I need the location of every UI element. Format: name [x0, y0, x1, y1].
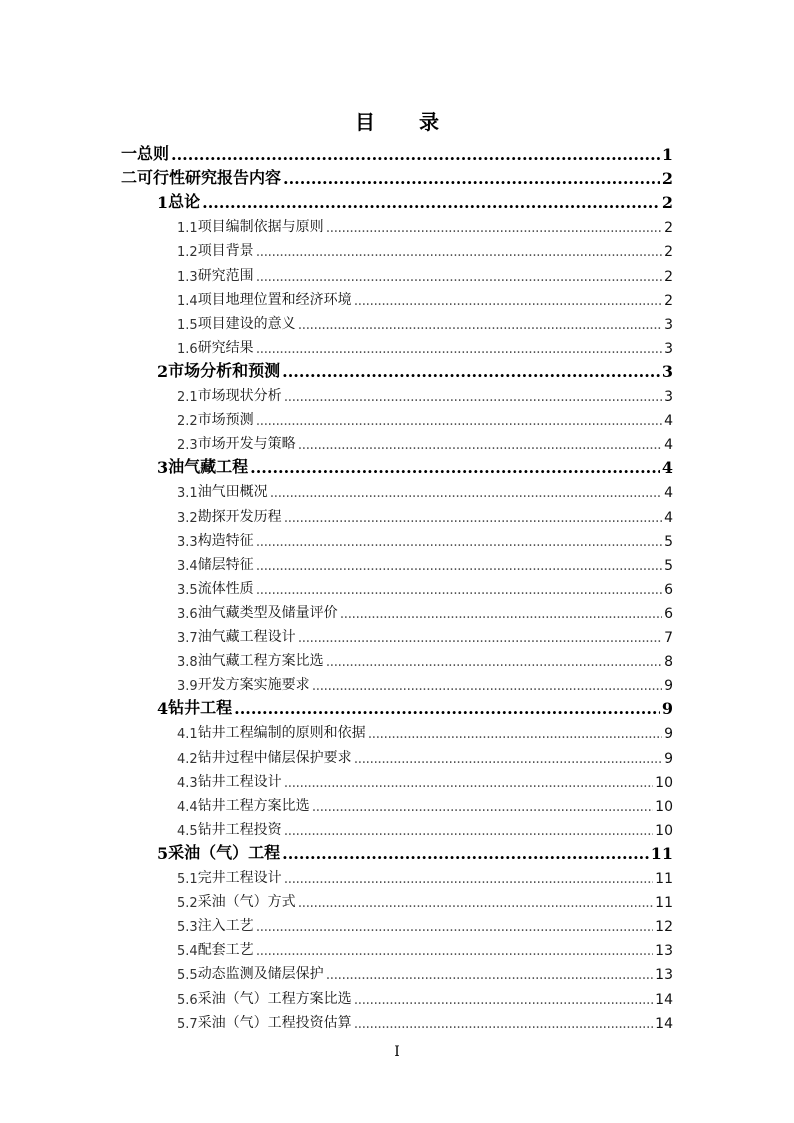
toc-entry-label: 勘探开发历程 — [197, 508, 282, 525]
toc-dot-leader — [298, 437, 662, 453]
toc-dot-leader — [326, 220, 662, 236]
toc-entry-label: 采油（气）工程方案比选 — [197, 990, 352, 1007]
toc-dot-leader — [354, 992, 653, 1008]
toc-entry-number: 2.3 — [177, 438, 198, 454]
toc-entry[interactable] — [177, 236, 673, 260]
toc-entry-page: 2 — [664, 292, 673, 309]
toc-dot-leader — [256, 919, 653, 935]
toc-dot-leader — [312, 678, 662, 694]
toc-dot-leader — [298, 895, 653, 911]
toc-entry-page: 12 — [655, 919, 673, 936]
toc-entry-label: 采油（气）方式 — [197, 894, 296, 911]
toc-entry-number: 5.6 — [177, 992, 198, 1008]
toc-dot-leader — [171, 145, 660, 164]
toc-entry-number: 1.6 — [177, 341, 198, 357]
toc-dot-leader — [284, 871, 653, 887]
toc-entry-page: 10 — [655, 798, 673, 815]
toc-entry-number: 1.1 — [177, 221, 198, 237]
toc-entry-label: 钻井工程方案比选 — [197, 797, 310, 814]
toc-entry-page: 2 — [661, 193, 673, 213]
toc-dot-leader — [354, 293, 662, 309]
toc-entry-page: 3 — [664, 389, 673, 405]
toc-dot-leader — [256, 943, 653, 959]
toc-entry[interactable] — [121, 164, 673, 188]
toc-entry[interactable] — [177, 574, 673, 598]
toc-entry-label: 项目背景 — [197, 243, 254, 260]
toc-dot-leader — [256, 558, 662, 574]
toc-entry-page: 4 — [664, 437, 673, 454]
toc-entry[interactable] — [177, 670, 673, 694]
toc-entry-page: 14 — [655, 991, 673, 1008]
toc-entry[interactable] — [177, 984, 673, 1008]
toc-entry[interactable] — [177, 815, 673, 839]
toc-entry-page: 10 — [655, 774, 673, 791]
toc-dot-leader — [256, 341, 662, 357]
toc-entry-label: 研究范围 — [197, 267, 254, 284]
toc-dot-leader — [284, 389, 662, 405]
toc-entry-number: 5 — [157, 843, 169, 863]
toc-dot-leader — [283, 169, 660, 188]
toc-entry[interactable] — [177, 381, 673, 405]
toc-entry-number: 3.3 — [177, 534, 198, 550]
toc-entry-number: 1 — [157, 193, 169, 213]
toc-entry-number: 3.4 — [177, 558, 198, 574]
toc-entry-label: 开发方案实施要求 — [197, 677, 310, 694]
toc-dot-leader — [234, 699, 660, 718]
toc-entry-number: 5.4 — [177, 944, 198, 960]
toc-entry[interactable] — [177, 1008, 673, 1032]
toc-dot-leader — [284, 510, 662, 526]
toc-entry-label: 流体性质 — [197, 580, 254, 597]
toc-entry-page: 6 — [664, 605, 673, 622]
toc-entry-number: 4 — [157, 699, 169, 719]
toc-entry-page: 2 — [664, 220, 673, 237]
toc-entry[interactable] — [177, 863, 673, 887]
toc-entry-page: 3 — [664, 340, 673, 357]
toc-entry-page: 4 — [664, 509, 673, 526]
toc-entry-label: 注入工艺 — [197, 918, 254, 935]
toc-entry-page: 11 — [650, 843, 673, 863]
toc-entry[interactable] — [177, 887, 673, 911]
toc-entry[interactable] — [177, 935, 673, 959]
title-char-1: 目 — [355, 110, 375, 134]
toc-entry-label: 油气田概况 — [197, 484, 268, 501]
toc-entry[interactable] — [177, 646, 673, 670]
toc-entry-label: 总则 — [137, 144, 170, 163]
toc-entry[interactable] — [177, 526, 673, 550]
toc-entry-page: 2 — [664, 244, 673, 261]
toc-entry-number: 3.7 — [177, 631, 198, 646]
toc-dot-leader — [202, 193, 660, 212]
toc-entry-page: 9 — [661, 699, 673, 719]
toc-entry[interactable] — [177, 261, 673, 285]
toc-dot-leader — [312, 799, 653, 815]
toc-entry-page: 11 — [655, 871, 673, 887]
toc-entry[interactable] — [177, 743, 673, 767]
toc-entry-page: 13 — [655, 943, 673, 960]
toc-entry-label: 钻井工程投资 — [197, 821, 282, 838]
toc-entry[interactable] — [157, 357, 673, 381]
toc-entry-label: 钻井工程编制的原则和依据 — [197, 725, 366, 742]
toc-entry-number: 2.2 — [177, 414, 198, 430]
toc-entry[interactable] — [157, 839, 673, 863]
toc-entry-number: 4.1 — [177, 727, 198, 743]
toc-entry-number: 1.3 — [177, 269, 198, 285]
toc-entry[interactable] — [177, 718, 673, 742]
toc-entry[interactable] — [157, 188, 673, 212]
toc-entry-number: 3.2 — [177, 510, 198, 526]
toc-entry[interactable] — [157, 453, 673, 477]
toc-entry-number: 3.9 — [177, 679, 198, 695]
toc-entry[interactable] — [177, 791, 673, 815]
toc-entry-page: 4 — [664, 413, 673, 430]
page-title — [0, 106, 794, 135]
toc-dot-leader — [250, 458, 660, 477]
toc-dot-leader — [256, 534, 662, 550]
toc-entry-number: 5.2 — [177, 896, 198, 912]
toc-dot-leader — [270, 485, 662, 501]
toc-entry-number: 2 — [157, 361, 169, 381]
toc-entry[interactable] — [177, 429, 673, 453]
toc-entry-number: 3 — [157, 458, 169, 478]
toc-entry-number: 1.5 — [177, 317, 198, 333]
toc-entry-page: 4 — [661, 458, 673, 478]
toc-entry-page: 5 — [664, 533, 673, 550]
toc-entry-label: 动态监测及储层保护 — [197, 966, 324, 983]
toc-entry-number: 4.2 — [177, 751, 198, 767]
toc-dot-leader — [282, 844, 649, 863]
toc-entry-label: 可行性研究报告内容 — [137, 168, 282, 188]
toc-entry[interactable] — [177, 911, 673, 935]
toc-entry-number: 3.8 — [177, 655, 198, 671]
toc-entry-number: 5.5 — [177, 968, 198, 984]
toc-entry[interactable] — [177, 309, 673, 333]
toc-entry-label: 构造特征 — [197, 532, 254, 549]
toc-entry-label: 研究结果 — [197, 339, 254, 356]
toc-entry[interactable] — [177, 502, 673, 526]
toc-entry-label: 钻井工程设计 — [197, 773, 282, 790]
toc-entry-page: 7 — [664, 630, 673, 646]
toc-entry-label: 配套工艺 — [197, 942, 254, 959]
toc-entry[interactable] — [177, 622, 673, 646]
toc-entry-page: 14 — [655, 1015, 673, 1032]
toc-entry-label: 项目地理位置和经济环境 — [197, 291, 352, 308]
toc-dot-leader — [298, 630, 662, 646]
toc-entry-number: 1.2 — [177, 245, 198, 261]
toc-entry-label: 油气藏类型及储量评价 — [197, 604, 338, 621]
toc-entry-page: 8 — [664, 654, 673, 671]
toc-entry[interactable] — [177, 477, 673, 501]
toc-entry-page: 9 — [664, 678, 673, 695]
toc-entry[interactable] — [121, 140, 673, 164]
toc-entry[interactable] — [177, 767, 673, 791]
toc-dot-leader — [282, 362, 660, 381]
toc-entry-page: 9 — [664, 750, 673, 767]
toc-entry-page: 5 — [664, 557, 673, 574]
toc-entry-page: 10 — [655, 822, 673, 839]
toc-entry-page: 9 — [664, 726, 673, 743]
toc-entry-number: 2.1 — [177, 390, 198, 405]
toc-entry-label: 完井工程设计 — [197, 870, 282, 886]
toc-entry-page: 3 — [661, 361, 673, 381]
toc-entry[interactable] — [177, 550, 673, 574]
toc-entry[interactable] — [177, 405, 673, 429]
toc-entry-number: 5.3 — [177, 920, 198, 936]
toc-entry-label: 总论 — [168, 192, 201, 212]
toc-entry-number: 一 — [121, 144, 138, 163]
toc-entry-page: 3 — [664, 316, 673, 333]
toc-entry-label: 油气藏工程 — [168, 457, 249, 477]
toc-entry-page: 2 — [664, 268, 673, 285]
toc-dot-leader — [298, 317, 662, 333]
toc-dot-leader — [340, 606, 662, 622]
toc-dot-leader — [354, 1016, 653, 1032]
toc-entry-label: 市场开发与策略 — [197, 436, 296, 453]
toc-entry-label: 采油（气）工程投资估算 — [197, 1014, 352, 1031]
toc-entry-label: 储层特征 — [197, 556, 254, 573]
title-char-2: 录 — [419, 110, 439, 134]
toc-entry-label: 项目建设的意义 — [197, 315, 296, 332]
toc-entry-number: 3.1 — [177, 486, 198, 502]
toc-entry-label: 项目编制依据与原则 — [197, 219, 324, 236]
toc-entry-page: 6 — [664, 581, 673, 598]
toc-entry-number: 二 — [121, 168, 138, 188]
toc-dot-leader — [256, 244, 662, 260]
toc-entry-label: 油气藏工程设计 — [197, 629, 296, 645]
toc-entry-label: 油气藏工程方案比选 — [197, 653, 324, 670]
toc-dot-leader — [256, 269, 662, 285]
toc-dot-leader — [256, 582, 662, 598]
toc-dot-leader — [368, 726, 662, 742]
toc-dot-leader — [284, 775, 653, 791]
toc-dot-leader — [326, 654, 662, 670]
toc-entry-number: 4.4 — [177, 799, 198, 815]
toc-entry[interactable] — [177, 285, 673, 309]
toc-entry-label: 市场现状分析 — [197, 388, 282, 404]
toc-entry-label: 市场预测 — [197, 412, 254, 429]
toc-dot-leader — [284, 823, 653, 839]
toc-entry-number: 1.4 — [177, 293, 198, 309]
toc-entry-page: 2 — [661, 169, 673, 189]
toc-entry-label: 采油（气）工程 — [168, 842, 281, 862]
toc-entry[interactable] — [177, 959, 673, 983]
toc-entry-number: 4.3 — [177, 775, 198, 791]
page-footer-number: I — [394, 1044, 400, 1060]
toc-entry[interactable] — [177, 333, 673, 357]
toc-entry[interactable] — [177, 598, 673, 622]
toc-entry-label: 钻井过程中储层保护要求 — [197, 749, 352, 766]
toc-entry-label: 市场分析和预测 — [168, 360, 281, 380]
toc-dot-leader — [326, 967, 653, 983]
toc-entry-number: 3.5 — [177, 582, 198, 598]
toc-entry-number: 3.6 — [177, 606, 198, 622]
toc-entry-number: 5.1 — [177, 872, 198, 887]
toc-entry-label: 钻井工程 — [168, 698, 233, 718]
toc-entry[interactable] — [177, 212, 673, 236]
toc-entry-number: 5.7 — [177, 1016, 198, 1032]
toc-entry-number: 4.5 — [177, 823, 198, 839]
toc-dot-leader — [354, 751, 662, 767]
toc-entry-page: 11 — [655, 895, 673, 912]
toc-entry[interactable] — [157, 694, 673, 718]
toc-entry-page: 4 — [664, 485, 673, 502]
toc-dot-leader — [256, 413, 662, 429]
toc-entry-page: 1 — [661, 145, 673, 164]
toc-entry-page: 13 — [655, 967, 673, 984]
